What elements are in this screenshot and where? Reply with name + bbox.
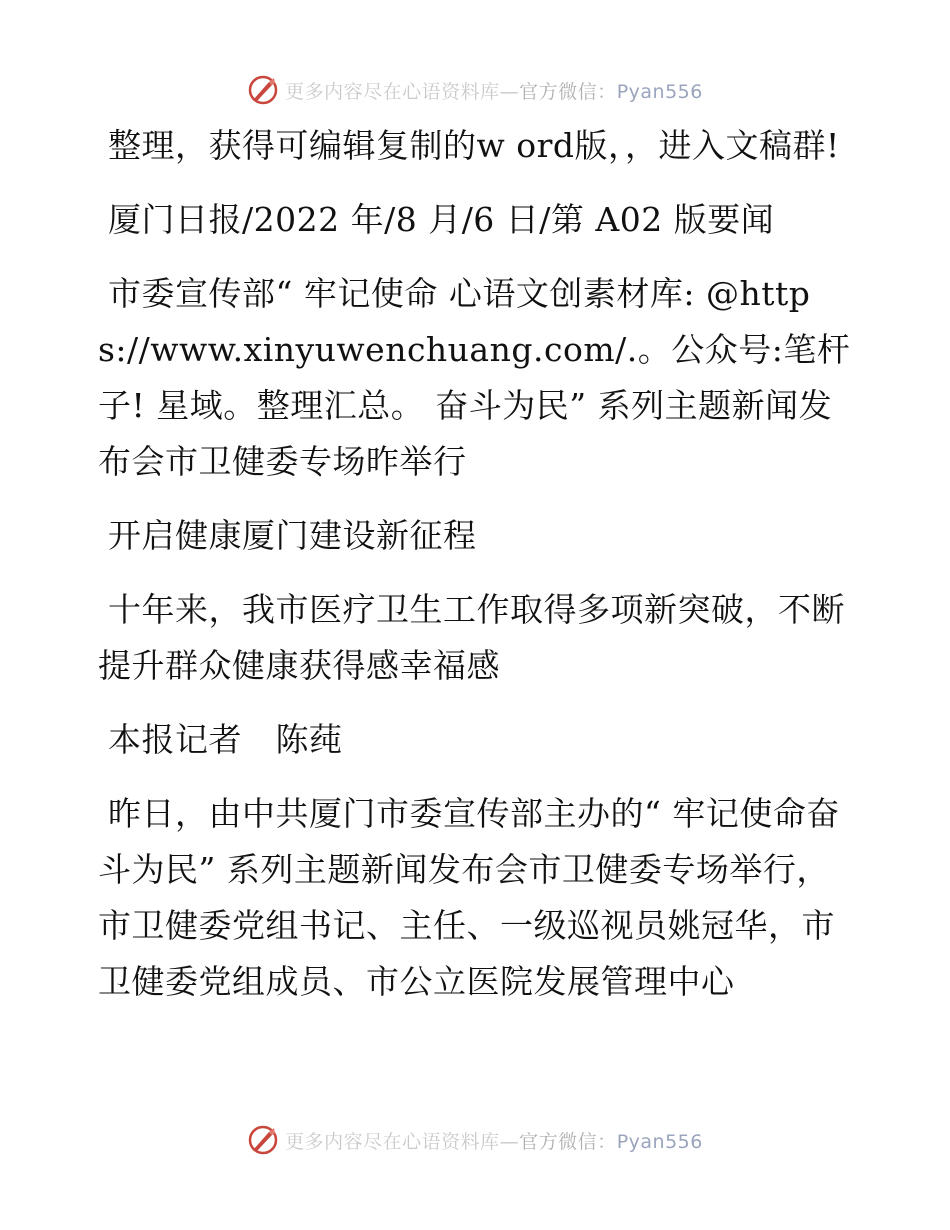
document-body <box>98 118 858 1028</box>
footer-watermark-dash: — <box>499 1130 520 1153</box>
header-watermark-text <box>285 77 703 104</box>
header-watermark-cn: 更多内容尽在心语资料库 <box>285 80 500 103</box>
header-watermark <box>0 70 950 110</box>
paragraph-headline: 开启健康厦门建设新征程 <box>108 516 477 555</box>
header-watermark-id: Pyan556 <box>616 80 703 103</box>
paragraph-subheadline: 十年来，我市医疗卫生工作取得多项新突破，不断提升群众健康获得感幸福感 <box>98 590 845 685</box>
header-watermark-dash: — <box>499 80 520 103</box>
footer-watermark-id: Pyan556 <box>616 1130 703 1153</box>
footer-watermark <box>0 1120 950 1160</box>
paragraph-byline: 本报记者 陈莼 <box>108 720 343 759</box>
footer-watermark-text <box>285 1127 703 1154</box>
quill-logo-icon <box>247 74 279 106</box>
paragraph-body: 昨日，由中共厦门市委宣传部主办的“ 牢记使命奋斗为民” 系列主题新闻发布会市卫健委专场举行，市卫健委党组书记、主任、一级巡视员姚冠华，市卫健委党组成员、市公立医院发展管理中心 <box>98 794 840 1001</box>
header-watermark-label: 官方微信： <box>519 80 617 103</box>
footer-watermark-cn: 更多内容尽在心语资料库 <box>285 1130 500 1153</box>
quill-logo-icon <box>247 1124 279 1156</box>
paragraph-headline-kicker: 市委宣传部“ 牢记使命 心语文创素材库: @https://www.xinyuwenchuang.com/.。公众号:笔杆子! 星域。整理汇总。 奋斗为民” 系列主题新闻发布会市卫健委专场昨举行 <box>98 274 851 481</box>
footer-watermark-label: 官方微信： <box>519 1130 617 1153</box>
paragraph-source-line: 厦门日报/2022 年/8 月/6 日/第 A02 版要闻 <box>108 200 775 239</box>
paragraph-intro: 整理，获得可编辑复制的w ord版，，进入文稿群! <box>108 126 840 165</box>
